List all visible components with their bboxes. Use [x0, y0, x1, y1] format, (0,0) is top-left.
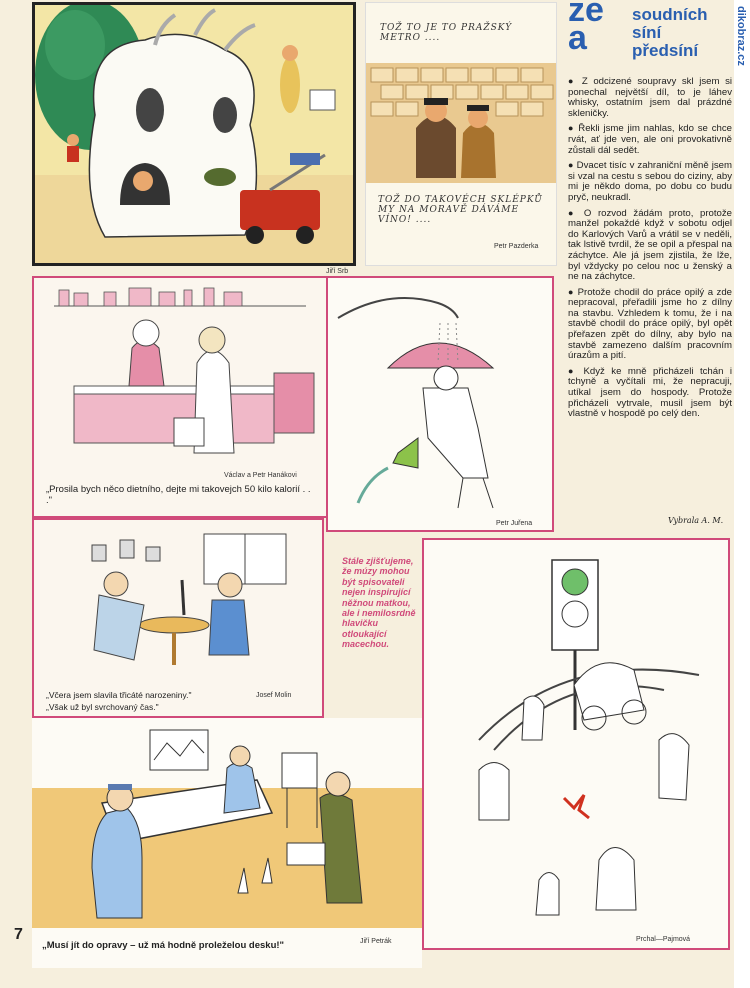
- credit-molin: Josef Molin: [256, 692, 292, 699]
- column-item-6: ● Když ke mně přicházeli tchán i tchyně a vyčítali mi, že nepracuji, utíkal jsem do hospody. Protože přicházeli vytrvale, musil jsem být vlastně v hospodě po celý den.: [568, 366, 732, 420]
- caption-molin-line2: „Však už byl svrchovaný čas.": [46, 702, 159, 712]
- credit-srb: Jiří Srb: [326, 268, 349, 275]
- credit-petrak: Jiří Petrák: [360, 938, 392, 945]
- pazderka-text-top: TOŽ TO JE TO PRAŽSKÝ METRO ....: [380, 23, 513, 43]
- srb-illustration: [35, 5, 353, 263]
- note-text: Stále zjišťujeme, že múzy mohou být spisovateli nejen inspirující něžnou matkou, ale i nemilosrdně hlavičku otloukající macechou.: [342, 556, 416, 650]
- column-signature: Vybrala A. M.: [668, 516, 724, 525]
- header-title-line3: předsíní: [632, 41, 699, 60]
- note-box: [328, 538, 422, 718]
- header-title-line2: síní: [632, 23, 662, 42]
- hanakovi-illustration: [34, 278, 326, 464]
- caption-molin-line1: „Včera jsem slavila třicáté narozeniny.": [46, 690, 192, 700]
- credit-hanakovi: Václav a Petr Hanákovi: [224, 472, 297, 479]
- jurena-illustration: [328, 278, 552, 514]
- cartoon-srb: [32, 2, 356, 266]
- cartoon-molin: [32, 518, 324, 718]
- cartoon-prchal: [422, 538, 730, 950]
- page-number: 7: [14, 926, 23, 943]
- pazderka-text-bottom: TOŽ DO TAKOVÉCH SKLÉPKŮ MY NA MORAVĚ DÁVÁME VÍNO! ....: [378, 195, 543, 225]
- credit-prchal: Prchal—Pajmová: [636, 936, 691, 943]
- cartoon-petrak: [32, 718, 422, 968]
- cartoon-hanakovi: [32, 276, 328, 518]
- watermark-text: dikobraz.cz: [735, 6, 747, 66]
- column-item-2: ● Řekli jsme jim nahlas, kdo se chce rvát, ať jde ven, ale oni provokativně zůstali dál sedět.: [568, 123, 732, 156]
- column-header: [560, 0, 732, 66]
- column-text: [568, 76, 732, 424]
- caption-hanakovi: „Prosila bych něco dietního, dejte mi takovejch 50 kilo kalorií . . .": [46, 484, 311, 506]
- caption-petrak: „Musí jít do opravy – už má hodně proleželou desku!": [42, 940, 285, 951]
- header-title-line1: soudních: [632, 5, 708, 24]
- cartoon-pazderka: [365, 2, 557, 266]
- column-item-5: ● Protože chodil do práce opilý a zde nepracoval, přeřadili jsme ho z dílny na stavbu. Vzhledem k tomu, že i na stavbě chodil do práce opilý, byl opět přeřazen zpět do dílny, aby bylo na stavbě zamezeno dalším pracovním úrazům a pití.: [568, 287, 732, 362]
- molin-illustration: [34, 520, 322, 670]
- column-item-4: ● O rozvod žádám proto, protože manžel pokaždé když v sobotu odjel do Karlových Varů a vrátil se v neděli, tak lstivě tvrdil, že se opil a přespal na záchytce. Ale já jsem zjistila, že lže, byl vždycky po celou noc u ženský a ne na záchytce.: [568, 208, 732, 283]
- petrak-illustration: [32, 718, 422, 928]
- credit-pazderka: Petr Pazderka: [494, 243, 539, 250]
- header-logo: ze a: [568, 0, 604, 57]
- watermark-strip: [734, 0, 750, 988]
- cartoon-jurena: [326, 276, 554, 532]
- prchal-illustration: [424, 540, 728, 932]
- credit-jurena: Petr Juřena: [496, 520, 533, 527]
- column-item-1: ● Z odcizené soupravy skl jsem si ponechal největší díl, to je láhev whisky, ostatním jsem dal prázdné skleničky.: [568, 76, 732, 119]
- column-item-3: ● Dvacet tisíc v zahraniční měně jsem si vzal na cestu s sebou do ciziny, aby mi je někdo doma, po dobu co budu pryč, neukradl.: [568, 160, 732, 203]
- pazderka-illustration: [366, 63, 557, 183]
